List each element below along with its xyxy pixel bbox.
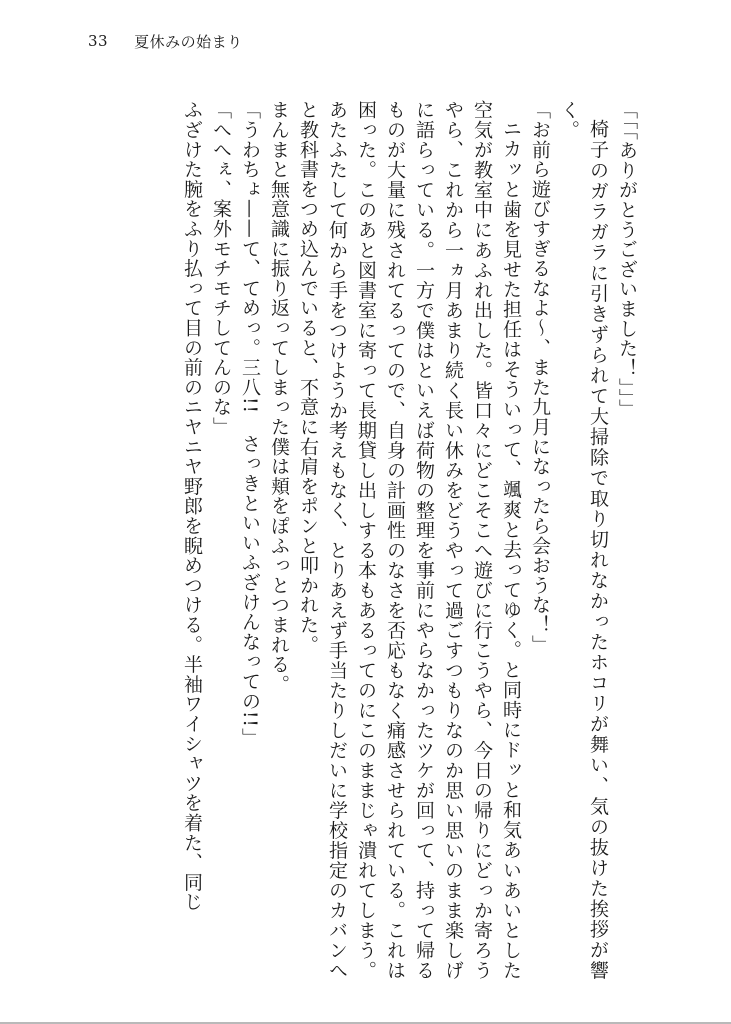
running-header [88, 30, 243, 52]
text-line-6: 「うわちょ——て、てめっ。三八!! さっきといいふざけんなっての!!」 [239, 100, 261, 748]
text-line-1: 「「「ありがとうございました！」」」 [616, 100, 638, 419]
chapter-title: 夏休みの始まり [134, 32, 243, 51]
text-line-2: 椅子のガラガラに引きずられて大掃除で取り切れなかったホコリが舞い、気の抜けた挨拶が響く。 [558, 100, 609, 980]
text-line-3: 「お前ら遊びすぎるなよ〜、また九月になったら会おうな！」 [529, 100, 551, 655]
text-paragraph-4: ニカッと歯を見せた担任はそういって、颯爽と去ってゆく。と同時にドッと和気あいあいとした空気が教室中にあふれ出した。皆口々にどこそこへ遊びに行こうやら、今日の帰りにどっか寄ろうやら、これから一ヵ月あまり続く長い休みをどうやって過ごすつもりなのか思い思いのまま楽しげに語らっている。一方で僕はといえば荷物の整理を事前にやらなかったツケが回って、持って帰るものが大量に残されてるってので、自身の計画性のなさを否応もなく痛感させられている。これは困った。このあと図書室に寄って長期貸し出しする本もあるってのにこのままじゃ潰れてしまう。あたふたして何から手をつけようか考えもなく、とりあえず手当たりしだいに学校指定のカバンへと教科書をつめ込んでいると、不意に右肩をポンと叩かれた。 [297, 100, 522, 980]
vertical-body-text [61, 100, 641, 980]
text-line-8: ふざけた腕をふり払って目の前のニヤニヤ野郎を睨めつける。半袖ワイシャツを着た、同じ [181, 100, 203, 912]
text-line-7: 「へへぇ、案外モチモチしてんのな」 [210, 100, 232, 437]
page-number: 33 [88, 32, 109, 50]
text-line-5: まんまと無意識に振り返ってしまった僕は頬をぽふっとつまれる。 [268, 100, 290, 694]
